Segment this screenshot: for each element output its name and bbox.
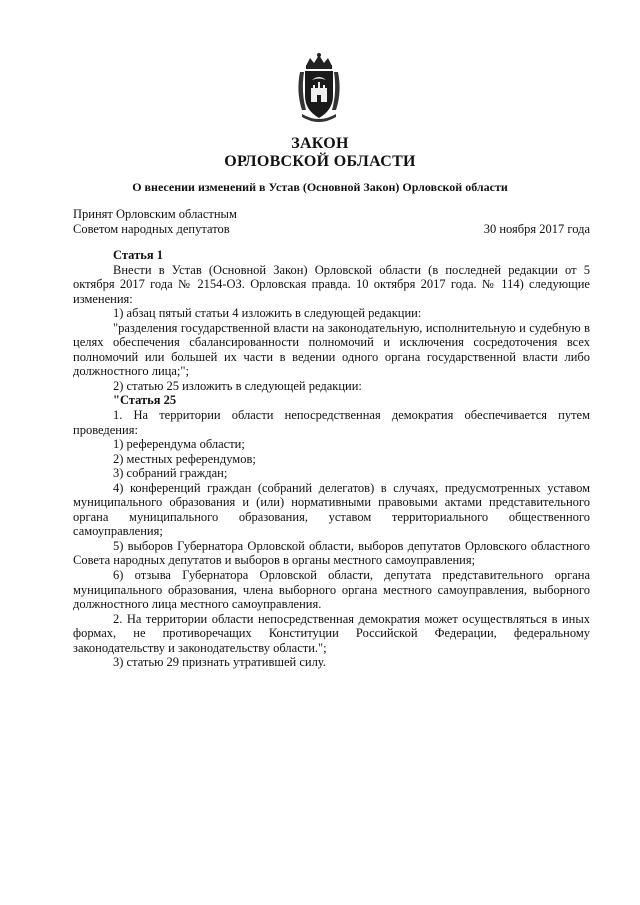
orel-oblast-coat-of-arms-icon (294, 52, 344, 124)
law-subtitle: О внесении изменений в Устав (Основной Закон) Орловской области (132, 180, 508, 194)
law-title: ЗАКОН (291, 135, 349, 152)
article-25-subitem-2: 2) местных референдумов; (113, 451, 256, 466)
amendment-item-1-text: "разделения государственной власти на законодательную, исполнительную и судебную в целях обеспечения сбалансированности полномочий и исключения сосредоточения всех полномочий или большей их части в ведении одного органа государственной власти либо должностного лица;"; (73, 320, 590, 379)
article-25-subitem-1: 1) референдума области; (113, 437, 245, 452)
amendment-item-3: 3) статью 29 признать утратившей силу. (113, 655, 326, 670)
adoption-line-1: Принят Орловским областным (73, 207, 237, 221)
adoption-block (73, 207, 237, 237)
article-25-subitem-6: 6) отзыва Губернатора Орловской области, депутата представительного органа муниципального образования, члена выборного органа местного самоуправления, выборного должностного лица местного самоуправления. (73, 568, 590, 612)
article-25-heading: "Статья 25 (113, 393, 177, 408)
article-25-subitem-5: 5) выборов Губернатора Орловской области, выборов депутатов Орловского областного Совета народных депутатов и выборов в органы местного самоуправления; (73, 538, 590, 568)
article-25-subitem-4: 4) конференций граждан (собраний делегатов) в случаях, предусмотренных уставом муниципального образования и (или) нормативными правовыми актами представительного органа муниципального образования, уставом территориального общественного самоуправления; (73, 480, 590, 539)
adoption-date: 30 ноября 2017 года (483, 222, 590, 236)
region-title: ОРЛОВСКОЙ ОБЛАСТИ (224, 153, 416, 170)
article-25-subitem-3: 3) собраний граждан; (113, 466, 228, 481)
amendment-item-2: 2) статью 25 изложить в следующей редакции: (113, 378, 362, 393)
article-25-paragraph-2: 2. На территории области непосредственная демократия может осуществляться в иных формах, не противоречащих Конституции Российской Федерации, федеральному законодательству и законодательству области."; (73, 611, 590, 655)
article-25-paragraph-1: 1. На территории области непосредственная демократия обеспечивается путем проведения: (73, 408, 590, 437)
amendment-item-1: 1) абзац пятый статьи 4 изложить в следующей редакции: (113, 306, 422, 321)
article-1-heading: Статья 1 (113, 248, 163, 262)
adoption-line-2: Советом народных депутатов (73, 222, 230, 236)
law-body (73, 248, 590, 670)
article-1-intro: Внести в Устав (Основной Закон) Орловской области (в последней редакции от 5 октября 2017 года № 2154-ОЗ. Орловская правда. 10 октября 2017 года. № 114) следующие изменения: (73, 262, 590, 306)
